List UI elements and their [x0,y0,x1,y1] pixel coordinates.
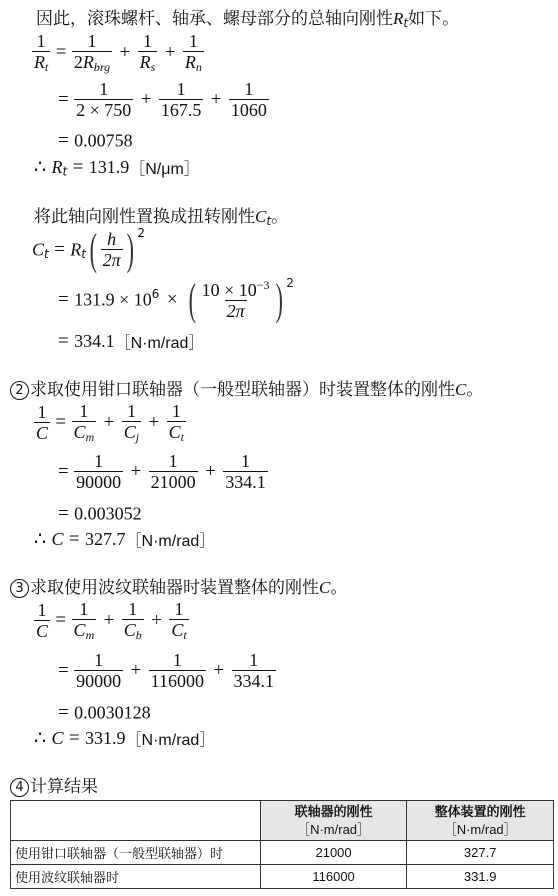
conv-line [34,202,288,228]
eq1-t3-num: 1 [188,31,198,51]
eq1-t1-coef: 2 [73,51,83,72]
sec2-r2-t1: $\frac{1}{90000}$ [76,451,122,492]
conv-exp: 2 [137,226,145,240]
sec2-r2-t1-den: 90000 [76,471,122,492]
conv-lhs-sym: C [32,239,45,260]
sec3-result-value: 331.9 [85,728,126,748]
sec2-lhs [34,403,50,443]
eq1-result-sub: t [62,164,68,179]
sec3-t3-sym: C [171,619,184,640]
eq1-t2-sym: R [139,51,151,72]
conv-sym: C [255,207,267,226]
sec3-t3-num: 1 [174,599,184,619]
sec3-lhs-num: 1 [37,599,47,620]
eq1-row2: = $\frac{1}{2 \times 750}$ + $\frac{1}{167.5}$ + $\frac{1}{1060}$ [58,79,267,120]
conv-row2-times: × [166,289,178,310]
header-coupling-unit: ［N·m/rad］ [297,821,371,837]
sec3-row3-value: 0.0030128 [74,702,151,723]
sec2-t3 [167,402,186,443]
sec2-t3-sym: C [168,421,181,442]
sec2-t3-num: 1 [171,401,181,421]
sec2-result-value: 327.7 [85,529,126,549]
conv-text: 将此轴向刚性置换成扭转刚性 [34,207,255,227]
sec2-row2: = $\frac{1}{90000}$ + $\frac{1}{21000}$ + $\frac{1}{334.1}$ [58,451,266,492]
conv-h-den: 2π [102,250,121,270]
table-row [11,841,554,865]
sec3-result-unit: ［N·m/rad］ [125,732,216,749]
sec2-row1: $\frac{1}{C}$ = $\frac{1}{C_m}$ + $\frac{1}{C_j}$ + $\frac{1}{C_t}$ [36,401,185,444]
sec2-number: 2 [10,381,29,400]
conv-row2-num-exp: −3 [256,278,270,293]
eq1-term2 [138,32,158,73]
conv-row2-exp: 6 [151,287,160,301]
sec4-heading [10,772,98,797]
sec3-lhs-den: C [36,620,49,641]
conv-lhs-sub: t [44,247,49,261]
sec2-t2-num: 1 [126,401,136,421]
row-label: 使用波纹联轴器时 [11,865,261,889]
sec3-row2: = $\frac{1}{90000}$ + $\frac{1}{116000}$ + $\frac{1}{334.1}$ [58,650,275,691]
table-header-coupling [260,801,407,841]
row-coupling-value: 21000 [260,841,407,865]
conv-row2: = $131.9 \times 10^6$ × ( $\frac{10 \times 10^{-3}}{2\pi}$ ) $^2$ [58,275,294,324]
eq1-row1: $\frac{1}{R_t}$ = $\frac{1}{2R_{brg}}$ + $\frac{1}{R_s}$ + $\frac{1}{R_n}$ [34,31,202,74]
header-coupling-title: 联轴器的刚性 [294,804,373,819]
eq1-r2-t1-den: 2 × 750 [76,99,132,120]
sec3-t1-num: 1 [79,599,89,619]
sec3-end: 。 [330,578,348,598]
sec2-r2-t2: $\frac{1}{21000}$ [150,451,196,492]
eq1-result-sym: R [51,157,63,177]
eq1-lhs-den-sub: t [45,59,49,74]
conv-end: 。 [271,207,289,227]
table-row [11,865,554,889]
eq1-r2-t3-num: 1 [244,79,254,99]
eq1-r2-t2-den: 167.5 [160,99,202,120]
eq1-t2-num: 1 [142,31,152,51]
sec2-r2-t3: $\frac{1}{334.1}$ [225,451,266,492]
sec2-r2-t3-den: 334.1 [225,471,266,492]
sec3-t1-sub: m [85,627,95,642]
sec3-t2-sym: C [123,619,136,640]
eq1-term3 [183,32,204,73]
eq1-row3-value: 0.00758 [74,130,133,151]
therefore-symbol: ∴ [34,728,47,749]
eq1-row2-term1 [74,80,133,120]
sec3-t1-sym: C [73,619,86,640]
intro-symbol-sub: t [403,16,409,30]
eq1-result-unit: ［N/μm］ [129,161,200,178]
sec4-number: 4 [10,778,29,797]
sec2-row3: = 0.003052 [58,503,142,524]
conv-r-sym: R [70,239,82,260]
sec2-lhs-num: 1 [37,401,47,422]
sec3-row1: $\frac{1}{C}$ = $\frac{1}{C_m}$ + $\frac{1}{C_b}$ + $\frac{1}{C_t}$ [36,599,187,642]
sec3-result-sym: C [51,728,64,748]
conv-r-sub: t [81,247,86,261]
sec3-r2-t2: $\frac{1}{116000}$ [150,650,204,691]
sec2-t1 [72,402,97,443]
sec3-r2-t1-den: 90000 [76,670,122,691]
sec3-r2-t3-den: 334.1 [233,670,275,691]
sec2-result-sym: C [51,529,64,549]
eq1-r2-t2-num: 1 [176,79,186,99]
sec2-t1-sym: C [73,421,86,442]
sec2-t1-num: 1 [79,401,89,421]
sec2-t2 [122,402,141,443]
sec3-r2-t1: $\frac{1}{90000}$ [76,650,122,691]
intro-text: 因此，滚珠螺杆、轴承、螺母部分的总轴向刚性 [36,9,393,29]
eq1-term1 [72,32,112,73]
eq1-lhs-den: R [34,51,45,72]
conv-row2-pexp: 2 [286,276,294,290]
sec3-t2-sub: b [135,627,142,642]
eq1-row3: = 0.00758 [58,130,133,151]
sec3-t2 [122,600,144,641]
eq1-row2-term2 [159,80,204,120]
conv-h-num: h [107,229,117,250]
sec2-t1-sub: m [85,429,95,444]
row-coupling-value: 116000 [260,865,407,889]
sec3-heading [10,573,347,598]
eq1-lhs-num: 1 [36,31,46,51]
results-table [10,800,554,889]
therefore-symbol: ∴ [34,157,47,178]
therefore-symbol: ∴ [34,529,47,550]
eq1-t3-sub: n [195,59,202,74]
eq1-r2-t3-den: 1060 [230,99,267,120]
row-label: 使用钳口联轴器（一般型联轴器）时 [11,841,261,865]
conv-row3: = 334.1［N·m/rad］ [58,330,205,352]
intro-end: 如下。 [408,9,460,29]
sec2-t2-sub: j [135,429,140,444]
conv-row2-den: 2π [226,301,245,321]
eq1-lhs-fraction [32,32,50,73]
header-total-title: 整体装置的刚性 [434,804,526,819]
intro-line [36,4,459,30]
conv-row2-num: 10 × 10 [201,280,257,301]
eq1-t1-sym: R [82,51,94,72]
eq1-r2-t1-num: 1 [99,79,109,99]
eq1-t1-sub: brg [93,59,111,74]
conv-h-fraction [101,230,123,270]
sec3-row3: = 0.0030128 [58,702,151,723]
conv-row2-fraction [200,279,272,321]
sec2-result-unit: ［N·m/rad］ [125,533,216,550]
eq1-result: ∴ $R_t$ = 131.9［N/μm］ [34,156,200,179]
eq1-t2-sub: s [150,59,156,74]
table-header-blank [11,801,261,841]
conv-row2-value: 131.9 × 10 [74,289,152,310]
sec2-end: 。 [466,380,484,400]
row-total-value: 331.9 [407,865,554,889]
table-header-total [407,801,554,841]
eq1-t3-sym: R [184,51,196,72]
eq1-result-value: 131.9 [88,157,130,177]
sec2-t2-sym: C [123,421,136,442]
conv-sym-sub: t [266,214,272,228]
sec2-lhs-den: C [36,422,49,443]
eq1-row2-term3 [229,80,269,120]
sec2-result: ∴ C = 327.7［N·m/rad］ [34,528,216,550]
conv-row1: $C_t = R_t$( $\frac{h}{2\pi}$ ) $^2$ [32,225,145,274]
sec3-r2-t3: $\frac{1}{334.1}$ [233,650,275,691]
eq1-t1-num: 1 [87,31,97,51]
table-header-row [11,801,554,841]
sec3-r2-t2-den: 116000 [150,670,204,691]
sec3-t2-num: 1 [128,599,138,619]
header-total-unit: ［N·m/rad］ [443,821,517,837]
sec3-lhs [34,601,50,641]
sec3-result: ∴ C = 331.9［N·m/rad］ [34,727,216,749]
intro-symbol: R [393,9,404,28]
sec2-sym: C [455,380,467,399]
sec2-title: 求取使用钳口联轴器（一般型联轴器）时装置整体的刚性 [30,380,455,400]
sec4-title: 计算结果 [30,777,98,797]
sec3-t1 [72,600,97,641]
conv-row3-value: 334.1 [74,331,115,351]
sec3-number: 3 [10,579,29,598]
sec2-t3-sub: t [180,429,185,444]
sec3-t3 [169,600,188,641]
sec2-r2-t2-den: 21000 [150,471,196,492]
sec3-sym: C [319,578,331,597]
sec2-row3-value: 0.003052 [74,503,142,524]
sec3-title: 求取使用波纹联轴器时装置整体的刚性 [30,578,319,598]
sec3-t3-sub: t [183,627,187,642]
row-total-value: 327.7 [407,841,554,865]
sec2-heading [10,375,483,400]
conv-row3-unit: ［N·m/rad］ [114,335,205,352]
